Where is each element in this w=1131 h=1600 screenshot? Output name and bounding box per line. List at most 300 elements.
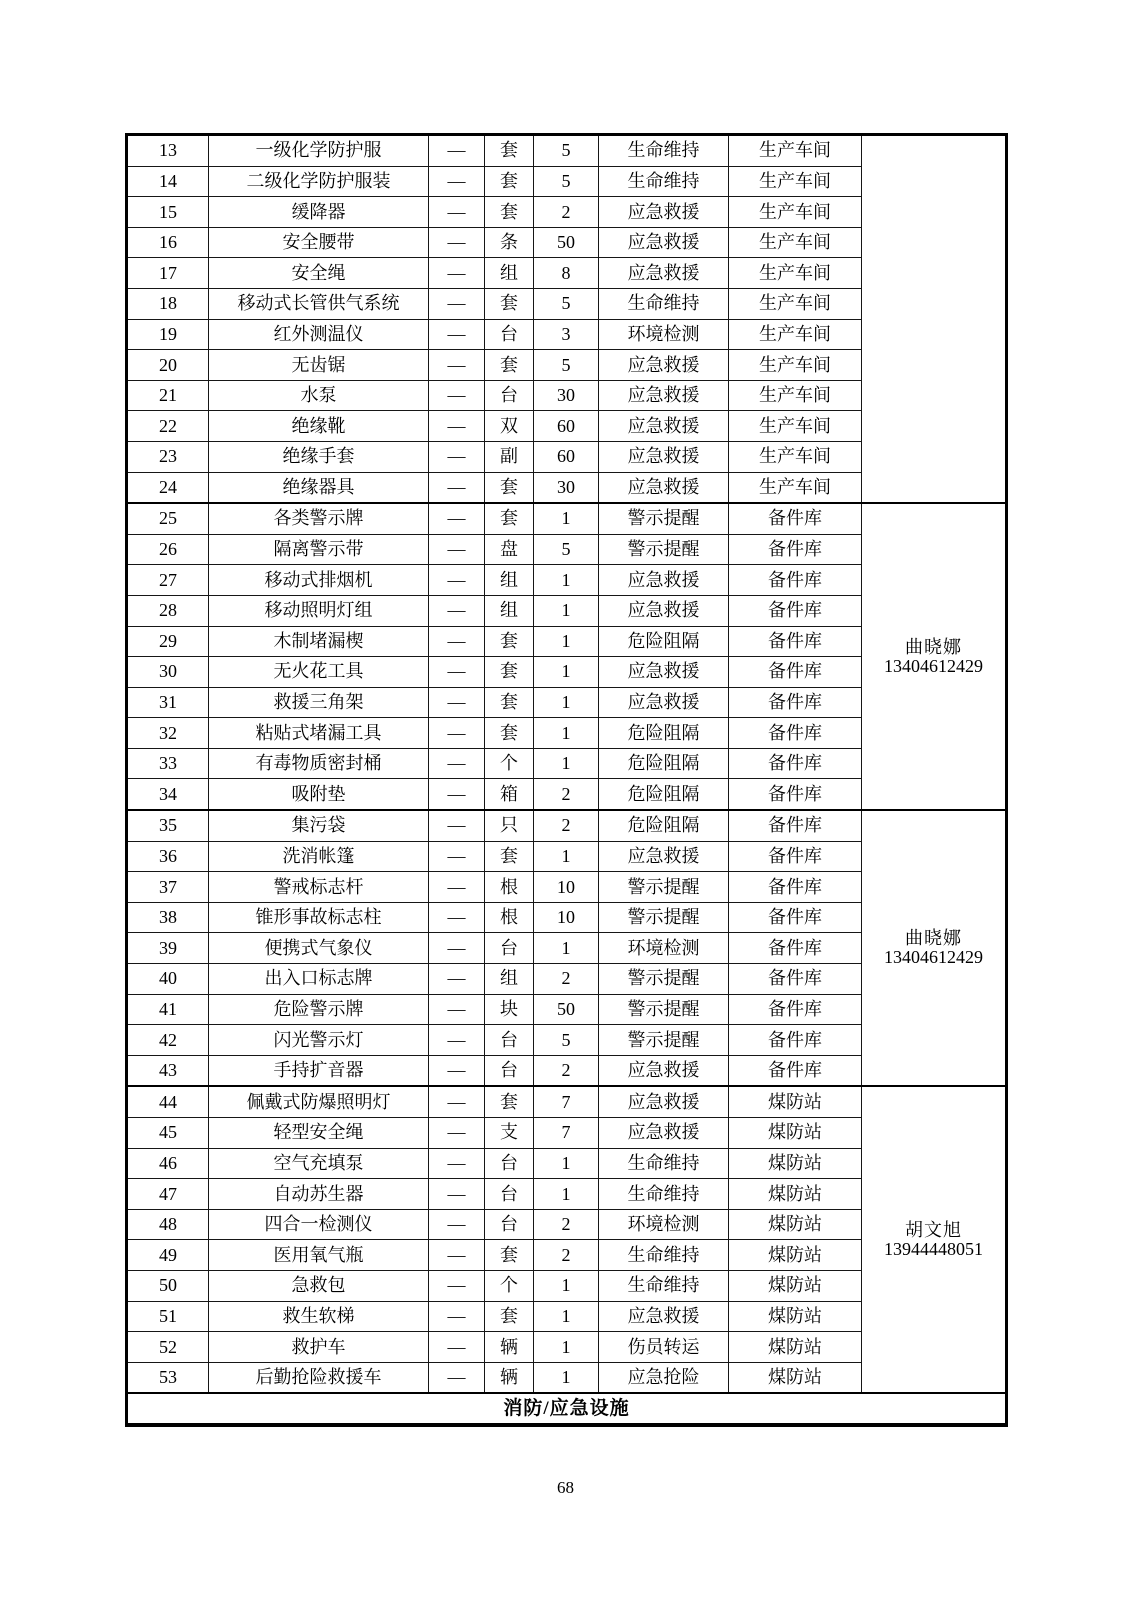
cell-name: 安全腰带 — [209, 227, 429, 258]
cell-name: 救护车 — [209, 1332, 429, 1363]
cell-spec: — — [429, 779, 485, 810]
cell-unit: 套 — [485, 1086, 534, 1117]
cell-purpose: 应急救援 — [599, 565, 729, 596]
cell-name: 闪光警示灯 — [209, 1025, 429, 1056]
cell-unit: 套 — [485, 350, 534, 381]
contact-cell — [862, 810, 1007, 1086]
cell-spec: — — [429, 1148, 485, 1179]
cell-qty: 1 — [534, 503, 599, 534]
cell-unit: 组 — [485, 565, 534, 596]
cell-location: 煤防站 — [729, 1148, 862, 1179]
cell-purpose: 应急救援 — [599, 687, 729, 718]
cell-purpose: 危险阻隔 — [599, 779, 729, 810]
cell-name: 出入口标志牌 — [209, 964, 429, 995]
equipment-table-body — [127, 135, 1007, 1394]
cell-spec: — — [429, 319, 485, 350]
cell-qty: 60 — [534, 411, 599, 442]
cell-unit: 只 — [485, 810, 534, 841]
cell-name: 四合一检测仪 — [209, 1209, 429, 1240]
cell-name: 集污袋 — [209, 810, 429, 841]
table-row — [127, 810, 1007, 841]
cell-qty: 5 — [534, 166, 599, 197]
cell-name: 移动照明灯组 — [209, 595, 429, 626]
cell-qty: 8 — [534, 258, 599, 289]
cell-spec: — — [429, 1179, 485, 1210]
cell-purpose: 警示提醒 — [599, 902, 729, 933]
cell-no: 47 — [127, 1179, 209, 1210]
cell-spec: — — [429, 1055, 485, 1086]
cell-purpose: 应急救援 — [599, 380, 729, 411]
cell-no: 46 — [127, 1148, 209, 1179]
cell-purpose: 应急救援 — [599, 1118, 729, 1149]
cell-unit: 套 — [485, 472, 534, 503]
cell-spec: — — [429, 841, 485, 872]
cell-no: 31 — [127, 687, 209, 718]
cell-purpose: 警示提醒 — [599, 1025, 729, 1056]
cell-no: 34 — [127, 779, 209, 810]
cell-qty: 1 — [534, 1301, 599, 1332]
cell-unit: 组 — [485, 258, 534, 289]
cell-purpose: 应急救援 — [599, 841, 729, 872]
cell-name: 无齿锯 — [209, 350, 429, 381]
cell-no: 45 — [127, 1118, 209, 1149]
cell-purpose: 生命维持 — [599, 166, 729, 197]
cell-purpose: 伤员转运 — [599, 1332, 729, 1363]
cell-unit: 套 — [485, 718, 534, 749]
cell-spec: — — [429, 1209, 485, 1240]
cell-purpose: 应急救援 — [599, 657, 729, 688]
cell-qty: 1 — [534, 1332, 599, 1363]
cell-qty: 1 — [534, 626, 599, 657]
cell-qty: 5 — [534, 1025, 599, 1056]
cell-unit: 套 — [485, 1301, 534, 1332]
cell-name: 吸附垫 — [209, 779, 429, 810]
cell-location: 备件库 — [729, 779, 862, 810]
contact-cell — [862, 135, 1007, 504]
cell-qty: 3 — [534, 319, 599, 350]
cell-no: 33 — [127, 748, 209, 779]
cell-name: 木制堵漏楔 — [209, 626, 429, 657]
cell-location: 生产车间 — [729, 411, 862, 442]
cell-name: 洗消帐篷 — [209, 841, 429, 872]
cell-purpose: 环境检测 — [599, 933, 729, 964]
cell-no: 48 — [127, 1209, 209, 1240]
cell-purpose: 危险阻隔 — [599, 748, 729, 779]
cell-name: 移动式排烟机 — [209, 565, 429, 596]
contact-phone: 13404612429 — [884, 947, 983, 968]
cell-unit: 套 — [485, 626, 534, 657]
cell-qty: 1 — [534, 687, 599, 718]
cell-spec: — — [429, 964, 485, 995]
cell-name: 手持扩音器 — [209, 1055, 429, 1086]
cell-name: 警戒标志杆 — [209, 872, 429, 903]
cell-no: 27 — [127, 565, 209, 596]
cell-no: 18 — [127, 288, 209, 319]
cell-spec: — — [429, 902, 485, 933]
cell-name: 二级化学防护服装 — [209, 166, 429, 197]
cell-unit: 条 — [485, 227, 534, 258]
cell-name: 绝缘靴 — [209, 411, 429, 442]
cell-name: 后勤抢险救援车 — [209, 1362, 429, 1393]
cell-name: 绝缘手套 — [209, 441, 429, 472]
cell-location: 备件库 — [729, 841, 862, 872]
cell-no: 35 — [127, 810, 209, 841]
cell-spec: — — [429, 1270, 485, 1301]
cell-qty: 2 — [534, 1209, 599, 1240]
cell-no: 53 — [127, 1362, 209, 1393]
cell-no: 29 — [127, 626, 209, 657]
contact-phone: 13944448051 — [884, 1238, 983, 1259]
cell-no: 42 — [127, 1025, 209, 1056]
cell-spec: — — [429, 166, 485, 197]
cell-purpose: 生命维持 — [599, 1148, 729, 1179]
cell-location: 备件库 — [729, 1055, 862, 1086]
contact-name: 胡文旭 — [905, 1219, 962, 1240]
cell-location: 煤防站 — [729, 1240, 862, 1271]
cell-no: 44 — [127, 1086, 209, 1117]
cell-name: 救生软梯 — [209, 1301, 429, 1332]
cell-no: 28 — [127, 595, 209, 626]
cell-purpose: 应急救援 — [599, 227, 729, 258]
cell-unit: 个 — [485, 748, 534, 779]
cell-location: 备件库 — [729, 657, 862, 688]
cell-unit: 双 — [485, 411, 534, 442]
cell-no: 21 — [127, 380, 209, 411]
cell-spec: — — [429, 810, 485, 841]
cell-spec: — — [429, 933, 485, 964]
cell-no: 16 — [127, 227, 209, 258]
cell-purpose: 应急救援 — [599, 1301, 729, 1332]
cell-name: 水泵 — [209, 380, 429, 411]
cell-location: 生产车间 — [729, 380, 862, 411]
contact-name: 曲晓娜 — [905, 636, 962, 657]
cell-spec: — — [429, 1086, 485, 1117]
cell-name: 危险警示牌 — [209, 994, 429, 1025]
cell-unit: 根 — [485, 902, 534, 933]
cell-purpose: 应急救援 — [599, 1055, 729, 1086]
cell-purpose: 生命维持 — [599, 288, 729, 319]
table-row — [127, 135, 1007, 167]
cell-qty: 2 — [534, 964, 599, 995]
cell-unit: 台 — [485, 380, 534, 411]
cell-unit: 套 — [485, 197, 534, 228]
cell-spec: — — [429, 994, 485, 1025]
cell-spec: — — [429, 1240, 485, 1271]
cell-purpose: 生命维持 — [599, 1270, 729, 1301]
cell-no: 23 — [127, 441, 209, 472]
cell-purpose: 警示提醒 — [599, 872, 729, 903]
cell-location: 煤防站 — [729, 1270, 862, 1301]
cell-purpose: 应急救援 — [599, 595, 729, 626]
cell-qty: 2 — [534, 1240, 599, 1271]
cell-spec: — — [429, 1301, 485, 1332]
cell-qty: 1 — [534, 565, 599, 596]
cell-spec: — — [429, 441, 485, 472]
cell-name: 移动式长管供气系统 — [209, 288, 429, 319]
table-footer-row — [127, 1393, 1007, 1425]
cell-name: 各类警示牌 — [209, 503, 429, 534]
cell-location: 备件库 — [729, 933, 862, 964]
cell-name: 粘贴式堵漏工具 — [209, 718, 429, 749]
cell-no: 19 — [127, 319, 209, 350]
cell-unit: 台 — [485, 933, 534, 964]
cell-qty: 7 — [534, 1086, 599, 1117]
cell-location: 生产车间 — [729, 350, 862, 381]
cell-qty: 1 — [534, 657, 599, 688]
cell-spec: — — [429, 1332, 485, 1363]
cell-name: 急救包 — [209, 1270, 429, 1301]
cell-location: 生产车间 — [729, 227, 862, 258]
equipment-table — [125, 133, 1008, 1427]
cell-location: 备件库 — [729, 595, 862, 626]
cell-qty: 30 — [534, 380, 599, 411]
cell-unit: 支 — [485, 1118, 534, 1149]
cell-spec: — — [429, 1362, 485, 1393]
cell-purpose: 警示提醒 — [599, 503, 729, 534]
cell-no: 40 — [127, 964, 209, 995]
cell-location: 备件库 — [729, 748, 862, 779]
cell-qty: 5 — [534, 288, 599, 319]
cell-no: 22 — [127, 411, 209, 442]
cell-unit: 组 — [485, 595, 534, 626]
cell-name: 隔离警示带 — [209, 534, 429, 565]
cell-purpose: 应急救援 — [599, 258, 729, 289]
cell-spec: — — [429, 503, 485, 534]
cell-spec: — — [429, 565, 485, 596]
cell-location: 生产车间 — [729, 166, 862, 197]
cell-unit: 组 — [485, 964, 534, 995]
cell-unit: 台 — [485, 1148, 534, 1179]
cell-unit: 套 — [485, 288, 534, 319]
cell-location: 备件库 — [729, 534, 862, 565]
cell-qty: 50 — [534, 227, 599, 258]
cell-qty: 1 — [534, 841, 599, 872]
cell-name: 无火花工具 — [209, 657, 429, 688]
cell-name: 绝缘器具 — [209, 472, 429, 503]
cell-qty: 1 — [534, 1179, 599, 1210]
cell-qty: 1 — [534, 1270, 599, 1301]
cell-no: 38 — [127, 902, 209, 933]
page-number: 68 — [557, 1478, 574, 1497]
cell-purpose: 警示提醒 — [599, 534, 729, 565]
cell-name: 轻型安全绳 — [209, 1118, 429, 1149]
cell-purpose: 环境检测 — [599, 319, 729, 350]
cell-purpose: 危险阻隔 — [599, 810, 729, 841]
cell-qty: 5 — [534, 534, 599, 565]
cell-location: 生产车间 — [729, 472, 862, 503]
cell-unit: 套 — [485, 841, 534, 872]
cell-qty: 7 — [534, 1118, 599, 1149]
cell-purpose: 环境检测 — [599, 1209, 729, 1240]
cell-location: 备件库 — [729, 626, 862, 657]
contact-cell — [862, 1086, 1007, 1393]
cell-location: 生产车间 — [729, 258, 862, 289]
cell-name: 佩戴式防爆照明灯 — [209, 1086, 429, 1117]
cell-name: 有毒物质密封桶 — [209, 748, 429, 779]
contact-name: 曲晓娜 — [905, 928, 962, 949]
cell-name: 医用氧气瓶 — [209, 1240, 429, 1271]
cell-spec: — — [429, 472, 485, 503]
cell-unit: 根 — [485, 872, 534, 903]
cell-name: 安全绳 — [209, 258, 429, 289]
cell-location: 备件库 — [729, 964, 862, 995]
cell-no: 30 — [127, 657, 209, 688]
cell-qty: 5 — [534, 135, 599, 167]
cell-unit: 套 — [485, 1240, 534, 1271]
cell-qty: 1 — [534, 933, 599, 964]
cell-no: 36 — [127, 841, 209, 872]
cell-name: 便携式气象仪 — [209, 933, 429, 964]
cell-qty: 2 — [534, 197, 599, 228]
cell-purpose: 应急救援 — [599, 441, 729, 472]
cell-spec: — — [429, 227, 485, 258]
cell-unit: 套 — [485, 657, 534, 688]
cell-no: 14 — [127, 166, 209, 197]
cell-unit: 套 — [485, 166, 534, 197]
cell-spec: — — [429, 872, 485, 903]
cell-spec: — — [429, 288, 485, 319]
cell-spec: — — [429, 411, 485, 442]
cell-qty: 1 — [534, 718, 599, 749]
cell-unit: 台 — [485, 1209, 534, 1240]
cell-no: 50 — [127, 1270, 209, 1301]
cell-no: 25 — [127, 503, 209, 534]
cell-purpose: 生命维持 — [599, 1179, 729, 1210]
cell-no: 43 — [127, 1055, 209, 1086]
cell-unit: 套 — [485, 687, 534, 718]
cell-name: 缓降器 — [209, 197, 429, 228]
table-row — [127, 1086, 1007, 1117]
cell-qty: 1 — [534, 1362, 599, 1393]
cell-unit: 台 — [485, 1179, 534, 1210]
cell-name: 红外测温仪 — [209, 319, 429, 350]
cell-purpose: 生命维持 — [599, 135, 729, 167]
cell-location: 煤防站 — [729, 1118, 862, 1149]
cell-qty: 2 — [534, 1055, 599, 1086]
cell-purpose: 生命维持 — [599, 1240, 729, 1271]
cell-no: 51 — [127, 1301, 209, 1332]
cell-unit: 盘 — [485, 534, 534, 565]
cell-unit: 箱 — [485, 779, 534, 810]
cell-purpose: 应急救援 — [599, 350, 729, 381]
cell-no: 37 — [127, 872, 209, 903]
cell-purpose: 应急抢险 — [599, 1362, 729, 1393]
cell-unit: 辆 — [485, 1362, 534, 1393]
cell-location: 备件库 — [729, 872, 862, 903]
cell-unit: 套 — [485, 135, 534, 167]
cell-spec: — — [429, 748, 485, 779]
cell-location: 备件库 — [729, 1025, 862, 1056]
cell-spec: — — [429, 197, 485, 228]
cell-spec: — — [429, 135, 485, 167]
cell-purpose: 警示提醒 — [599, 964, 729, 995]
equipment-table-footer — [127, 1393, 1007, 1425]
cell-no: 24 — [127, 472, 209, 503]
cell-purpose: 应急救援 — [599, 1086, 729, 1117]
cell-qty: 60 — [534, 441, 599, 472]
cell-qty: 2 — [534, 779, 599, 810]
cell-qty: 30 — [534, 472, 599, 503]
cell-qty: 1 — [534, 1148, 599, 1179]
contact-phone: 13404612429 — [884, 655, 983, 676]
cell-unit: 辆 — [485, 1332, 534, 1363]
cell-spec: — — [429, 350, 485, 381]
cell-location: 备件库 — [729, 718, 862, 749]
cell-spec: — — [429, 595, 485, 626]
cell-spec: — — [429, 1025, 485, 1056]
cell-name: 锥形事故标志柱 — [209, 902, 429, 933]
cell-no: 26 — [127, 534, 209, 565]
cell-purpose: 警示提醒 — [599, 994, 729, 1025]
cell-unit: 个 — [485, 1270, 534, 1301]
cell-unit: 台 — [485, 1055, 534, 1086]
cell-location: 备件库 — [729, 810, 862, 841]
cell-spec: — — [429, 380, 485, 411]
cell-no: 32 — [127, 718, 209, 749]
cell-name: 救援三角架 — [209, 687, 429, 718]
section-footer-label: 消防/应急设施 — [127, 1393, 1007, 1425]
cell-spec: — — [429, 626, 485, 657]
cell-location: 煤防站 — [729, 1179, 862, 1210]
cell-location: 备件库 — [729, 902, 862, 933]
cell-unit: 套 — [485, 503, 534, 534]
cell-location: 生产车间 — [729, 197, 862, 228]
cell-spec: — — [429, 687, 485, 718]
contact-cell — [862, 503, 1007, 810]
cell-qty: 50 — [534, 994, 599, 1025]
cell-location: 备件库 — [729, 687, 862, 718]
cell-no: 13 — [127, 135, 209, 167]
cell-location: 煤防站 — [729, 1209, 862, 1240]
cell-location: 生产车间 — [729, 319, 862, 350]
cell-location: 煤防站 — [729, 1362, 862, 1393]
cell-no: 17 — [127, 258, 209, 289]
cell-location: 生产车间 — [729, 441, 862, 472]
cell-location: 煤防站 — [729, 1086, 862, 1117]
cell-location: 生产车间 — [729, 135, 862, 167]
cell-spec: — — [429, 258, 485, 289]
cell-qty: 10 — [534, 872, 599, 903]
cell-qty: 10 — [534, 902, 599, 933]
cell-name: 空气充填泵 — [209, 1148, 429, 1179]
cell-location: 生产车间 — [729, 288, 862, 319]
cell-no: 52 — [127, 1332, 209, 1363]
cell-unit: 副 — [485, 441, 534, 472]
cell-qty: 1 — [534, 595, 599, 626]
cell-unit: 块 — [485, 994, 534, 1025]
cell-no: 15 — [127, 197, 209, 228]
cell-no: 49 — [127, 1240, 209, 1271]
cell-location: 备件库 — [729, 503, 862, 534]
cell-spec: — — [429, 1118, 485, 1149]
cell-location: 备件库 — [729, 994, 862, 1025]
cell-no: 20 — [127, 350, 209, 381]
cell-location: 备件库 — [729, 565, 862, 596]
cell-purpose: 应急救援 — [599, 411, 729, 442]
cell-spec: — — [429, 718, 485, 749]
cell-qty: 1 — [534, 748, 599, 779]
cell-location: 煤防站 — [729, 1332, 862, 1363]
cell-unit: 台 — [485, 1025, 534, 1056]
cell-unit: 台 — [485, 319, 534, 350]
cell-purpose: 应急救援 — [599, 197, 729, 228]
cell-purpose: 应急救援 — [599, 472, 729, 503]
cell-name: 一级化学防护服 — [209, 135, 429, 167]
cell-location: 煤防站 — [729, 1301, 862, 1332]
cell-purpose: 危险阻隔 — [599, 626, 729, 657]
cell-qty: 2 — [534, 810, 599, 841]
cell-spec: — — [429, 657, 485, 688]
